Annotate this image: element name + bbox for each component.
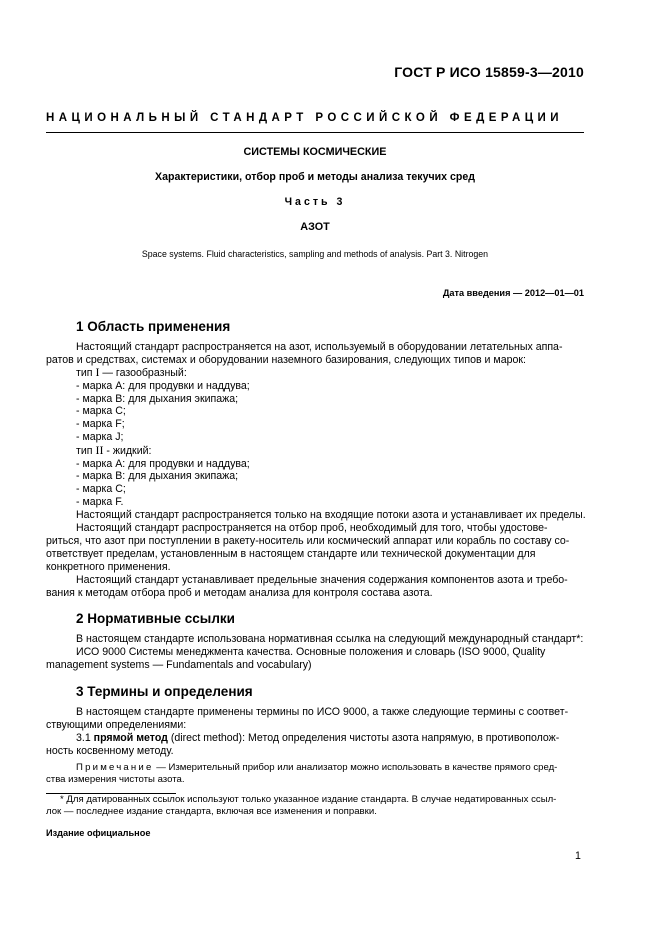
section-2-heading: 2 Нормативные ссылки: [76, 611, 235, 626]
s2-p2-line2: management systems — Fundamentals and vocabulary): [46, 659, 312, 671]
header-rule: [46, 132, 584, 133]
title-subject: АЗОТ: [300, 221, 330, 233]
s1-type2: тип II - жидкий:: [76, 443, 152, 457]
footnote-line1: * Для датированных ссылок используют только указанное издание стандарта. В случае недатированных ссыл-: [60, 794, 557, 805]
s1-p2: Настоящий стандарт распространяется только на входящие потоки азота и устанавливает их пределы.: [76, 509, 586, 521]
list-item: - марка С;: [76, 483, 126, 495]
s2-p2-line1: ИСО 9000 Системы менеджмента качества. Основные положения и словарь (ISO 9000, Quality: [76, 646, 546, 658]
s3-p1-line2: ствующими определениями:: [46, 719, 187, 731]
s1-type1: тип I — газообразный:: [76, 365, 187, 379]
list-item: - марка F.: [76, 496, 124, 508]
s2-p1: В настоящем стандарте использована нормативная ссылка на следующий международный стандарт*:: [76, 633, 584, 645]
s1-p3-line2: риться, что азот при поступлении в ракету-носитель или космический аппарат или корабль по составу со-: [46, 535, 570, 547]
edition-label: Издание официальное: [46, 828, 151, 838]
s3-definition-line2: ность косвенному методу.: [46, 745, 174, 757]
note-label: Примечание: [76, 762, 154, 773]
s1-p1-line2: ратов и средствах, системах и оборудовании наземного базирования, следующих типов и марок:: [46, 354, 526, 366]
list-item: - марка А: для продувки и наддува;: [76, 380, 250, 392]
list-item: - марка С;: [76, 405, 126, 417]
s1-p4-line1: Настоящий стандарт устанавливает предельные значения содержания компонентов азота и требо-: [76, 574, 568, 586]
s1-p3-line3: ответствует пределам, установленным в настоящем стандарте или технической документации для: [46, 548, 536, 560]
introduction-date: Дата введения — 2012—01—01: [442, 288, 584, 298]
document-number: ГОСТ Р ИСО 15859-3—2010: [394, 64, 584, 80]
list-item: - марка А: для продувки и наддува;: [76, 458, 250, 470]
title-english: Space systems. Fluid characteristics, sampling and methods of analysis. Part 3. Nitrogen: [141, 249, 489, 259]
section-1-heading: 1 Область применения: [76, 319, 231, 334]
list-item: - марка J;: [76, 431, 124, 443]
s3-note-line2: ства измерения чистоты азота.: [46, 774, 185, 785]
list-item: - марка В: для дыхания экипажа;: [76, 470, 239, 482]
s1-p3-line1: Настоящий стандарт распространяется на отбор проб, необходимый для того, чтобы удостове-: [76, 522, 548, 534]
national-standard-banner: НАЦИОНАЛЬНЫЙ СТАНДАРТ РОССИЙСКОЙ ФЕДЕРАЦИИ: [46, 112, 563, 124]
list-item: - марка F;: [76, 418, 125, 430]
s1-p1-line1: Настоящий стандарт распространяется на азот, используемый в оборудовании летательных аппа-: [76, 341, 563, 353]
title-part: Часть 3: [284, 196, 346, 208]
list-item: - марка В: для дыхания экипажа;: [76, 393, 239, 405]
s3-p1-line1: В настоящем стандарте применены термины по ИСО 9000, а также следующие термины с соответ-: [76, 706, 569, 718]
s1-p4-line2: вания к методам отбора проб и методам анализа для контроля состава азота.: [46, 587, 433, 599]
title-line-1: СИСТЕМЫ КОСМИЧЕСКИЕ: [243, 146, 387, 158]
definition-term: прямой метод: [93, 732, 168, 744]
s1-p3-line4: конкретного применения.: [46, 561, 171, 573]
footnote-line2: лок — последнее издание стандарта, включая все изменения и поправки.: [46, 806, 377, 817]
title-line-2: Характеристики, отбор проб и методы анализа текучих сред: [155, 171, 475, 183]
page-number: 1: [575, 850, 581, 862]
s3-note-line1: Примечание — Измерительный прибор или анализатор можно использовать в качестве прямого сред-: [76, 762, 558, 773]
section-3-heading: 3 Термины и определения: [76, 684, 253, 699]
s3-definition-line1: 3.1 прямой метод (direct method): Метод определения чистоты азота напрямую, в противополож-: [76, 732, 560, 744]
